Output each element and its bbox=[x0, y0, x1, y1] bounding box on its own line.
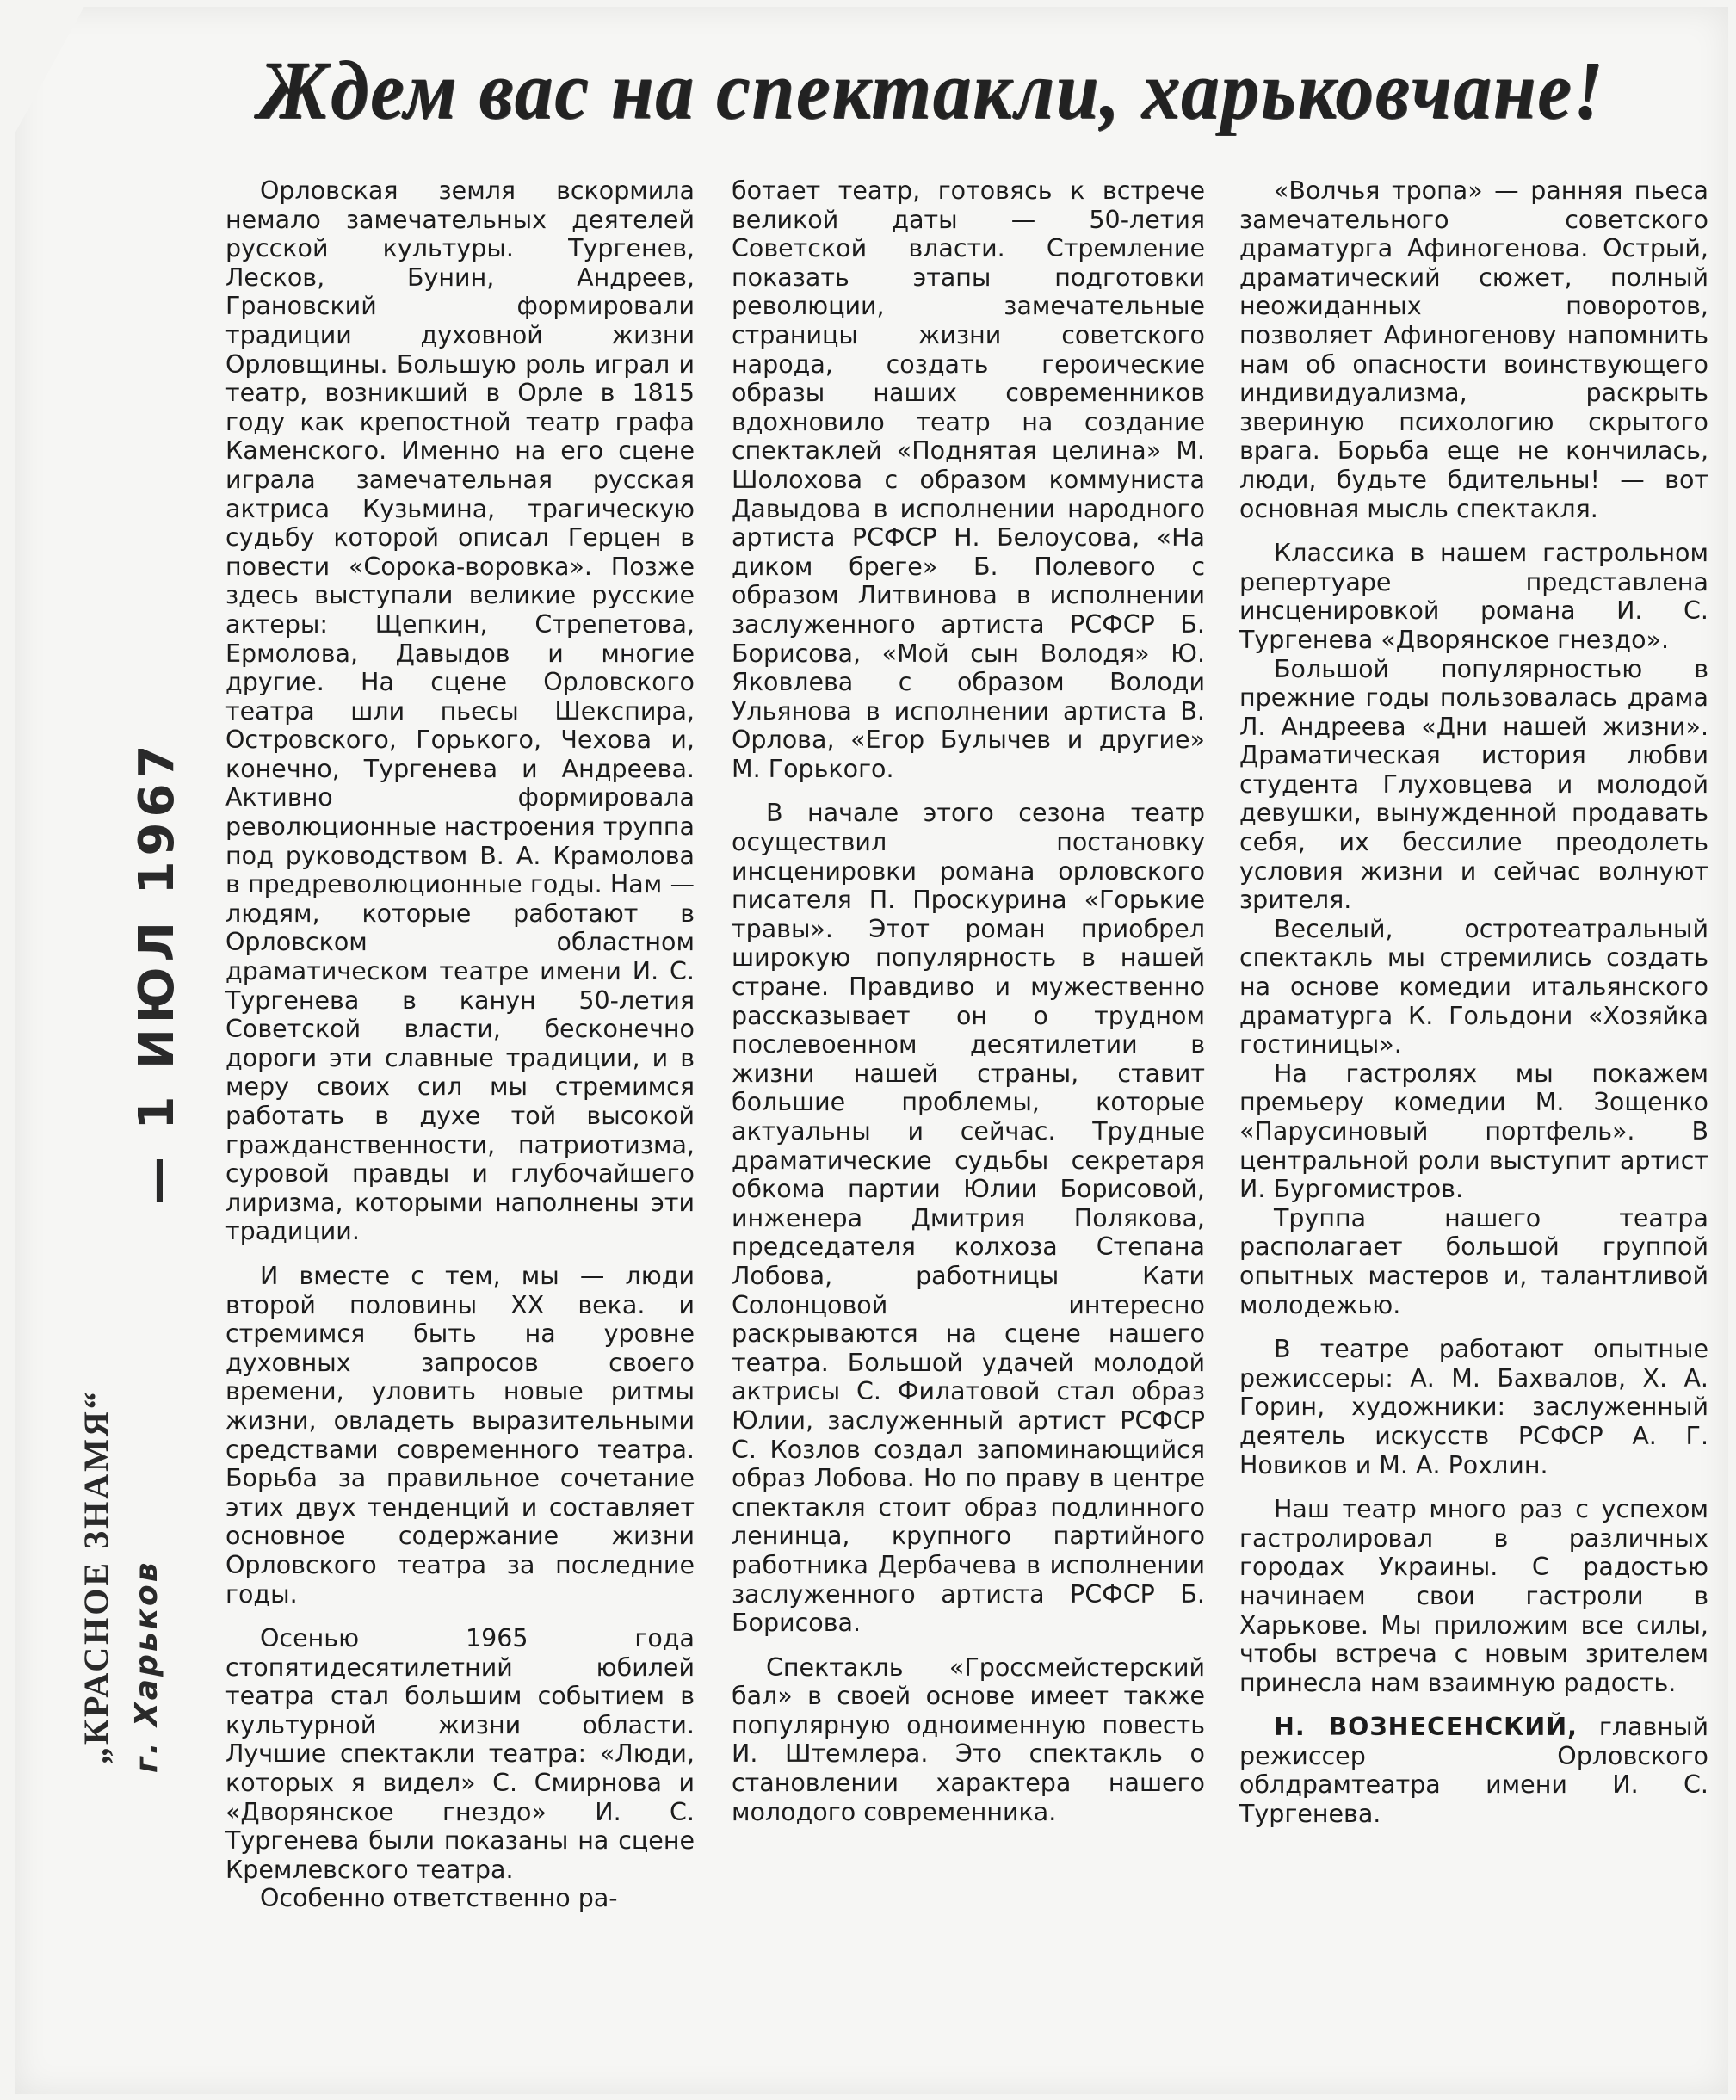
paragraph: Веселый, остротеатральный спектакль мы стремились создать на основе комедии итальянского драматурга К. Гольдони «Хозяйка гостиницы». bbox=[1239, 914, 1708, 1059]
paragraph: В начале этого сезона театр осуществил постановку инсценировки романа орловского писателя П. Проскурина «Горькие травы». Этот роман приобрел широкую популярность в нашей стране. Правдиво и мужественно рассказывает он о трудном послевоенном десятилетии в жизни нашей страны, ставит большие проблемы, которые актуальны и сейчас. Трудные драматические судьбы секретаря обкома партии Юлии Борисовой, инженера Дмитрия Полякова, председателя колхоза Степана Лобова, работницы Кати Солонцовой интересно раскрываются на сцене нашего театра. Большой удачей молодой актрисы С. Филатовой стал образ Юлии, заслуженный артист РСФСР С. Козлов создал запоминающийся образ Лобова. Но по праву в центре спектакля стоит образ подлинного ленинца, крупного партийного работника Дербачева в исполнении заслуженного артиста РСФСР Б. Борисова. bbox=[732, 799, 1205, 1638]
newspaper-city: г. Харьков bbox=[129, 1560, 164, 1773]
author-name: Н. ВОЗНЕСЕНСКИЙ, bbox=[1274, 1713, 1578, 1742]
paragraph: Спектакль «Гроссмейстерский бал» в своей основе имеет также популярную одноименную повесть И. Штемлера. Это спектакль о становлении характера нашего молодого современника. bbox=[732, 1652, 1205, 1826]
paragraph: Осенью 1965 года стопятидесятилетний юбилей театра стал большим событием в культурной жизни области. Лучшие спектакли театра: «Люди, которых я видел» С. Смирнова и «Дворянское гнездо» И. С. Тургенева были показаны на сцене Кремлевского театра. bbox=[225, 1624, 695, 1884]
newspaper-name: „КРАСНОЕ ЗНАМЯ“ bbox=[77, 1389, 115, 1764]
author-signature bbox=[1239, 1713, 1708, 1828]
paragraph: Большой популярностью в прежние годы пользовалась драма Л. Андреева «Дни нашей жизни». Драматическая история любви студента Глуховцева и молодой девушки, вынужденной продавать себя, их бессилие преодолеть условия жизни и сейчас волнуют зрителя. bbox=[1239, 654, 1708, 915]
paragraph: И вместе с тем, мы — люди второй половины XX века. и стремимся быть на уровне духовных запросов своего времени, уловить новые ритмы жизни, овладеть выразительными средствами современного театра. Борьба за правильное сочетание этих двух тенденций и составляет основное содержание жизни Орловского театра за последние годы. bbox=[225, 1261, 695, 1609]
paragraph: В театре работают опытные режиссеры: А. М. Бахвалов, Х. А. Горин, художники: заслуженный деятель искусств РСФСР А. Г. Новиков и М. А. Рохлин. bbox=[1239, 1335, 1708, 1479]
author-title: главный режиссер Орловского облдрамтеатра имени И. С. Тургенева. bbox=[1239, 1713, 1708, 1829]
paragraph: Труппа нашего театра располагает большой группой опытных мастеров и, талантливой молодежью. bbox=[1239, 1203, 1708, 1319]
date-stamp: — 1 ИЮЛ 1967 bbox=[129, 739, 185, 1205]
paragraph: ботает театр, готовясь к встрече великой даты — 50-летия Советской власти. Стремление показать этапы подготовки революции, замечательные страницы жизни советского народа, создать героические образы наших современников вдохновило театр на создание спектаклей «Поднятая целина» М. Шолохова с образом коммуниста Давыдова в исполнении народного артиста РСФСР Н. Белоусова, «На диком бреге» Б. Полевого с образом Литвинова в исполнении заслуженного артиста РСФСР Б. Борисова, «Мой сын Володя» Ю. Яковлева с образом Володи Ульянова в исполнении артиста В. Орлова, «Егор Булычев и другие» М. Горького. bbox=[732, 176, 1205, 783]
article-column-1 bbox=[225, 176, 695, 1913]
paragraph: Наш театр много раз с успехом гастролировал в различных городах Украины. С радостью начинаем свои гастроли в Харькове. Мы приложим все силы, чтобы встреча с новым зрителем принесла нам взаимную радость. bbox=[1239, 1495, 1708, 1697]
paragraph: «Волчья тропа» — ранняя пьеса замечательного советского драматурга Афиногенова. Острый, драматический сюжет, полный неожиданных поворотов, позволяет Афиногенову напомнить нам об опасности воинствующего индивидуализма, раскрыть звериную психологию скрытого врага. Борьба еще не кончилась, люди, будьте бдительны! — вот основная мысль спектакля. bbox=[1239, 176, 1708, 523]
article-headline: Ждем вас на спектакли, харьковчане! bbox=[258, 44, 1605, 136]
paragraph: Особенно ответственно ра- bbox=[260, 1884, 618, 1913]
paragraph: На гастролях мы покажем премьеру комедии М. Зощенко «Парусиновый портфель». В центральной роли выступит артист И. Бургомистров. bbox=[1239, 1059, 1708, 1204]
paragraph: Классика в нашем гастрольном репертуаре представлена инсценировкой романа И. С. Тургенева «Дворянское гнездо». bbox=[1239, 539, 1708, 654]
paragraph: Орловская земля вскормила немало замечательных деятелей русской культуры. Тургенев, Лесков, Бунин, Андреев, Грановский формировали традиции духовной жизни Орловщины. Большую роль играл и театр, возникший в Орле в 1815 году как крепостной театр графа Каменского. Именно на его сцене играла замечательная русская актриса Кузьмина, трагическую судьбу которой описал Герцен в повести «Сорока-воровка». Позже здесь выступали великие русские актеры: Щепкин, Стрепетова, Ермолова, Давыдов и многие другие. На сцене Орловского театра шли пьесы Шекспира, Островского, Горького, Чехова и, конечно, Тургенева и Андреева. Активно формировала революционные настроения труппа под руководством В. А. Крамолова в предреволюционные годы. Нам — людям, которые работают в Орловском областном драматическом театре имени И. С. Тургенева в канун 50-летия Советской власти, бесконечно дороги эти славные традиции, и в меру своих сил мы стремимся работать в духе той высокой гражданственности, патриотизма, суровой правды и глубочайшего лиризма, которыми наполнены эти традиции. bbox=[225, 176, 695, 1246]
article-column-3 bbox=[1239, 176, 1708, 1829]
article-column-2 bbox=[732, 176, 1205, 1826]
